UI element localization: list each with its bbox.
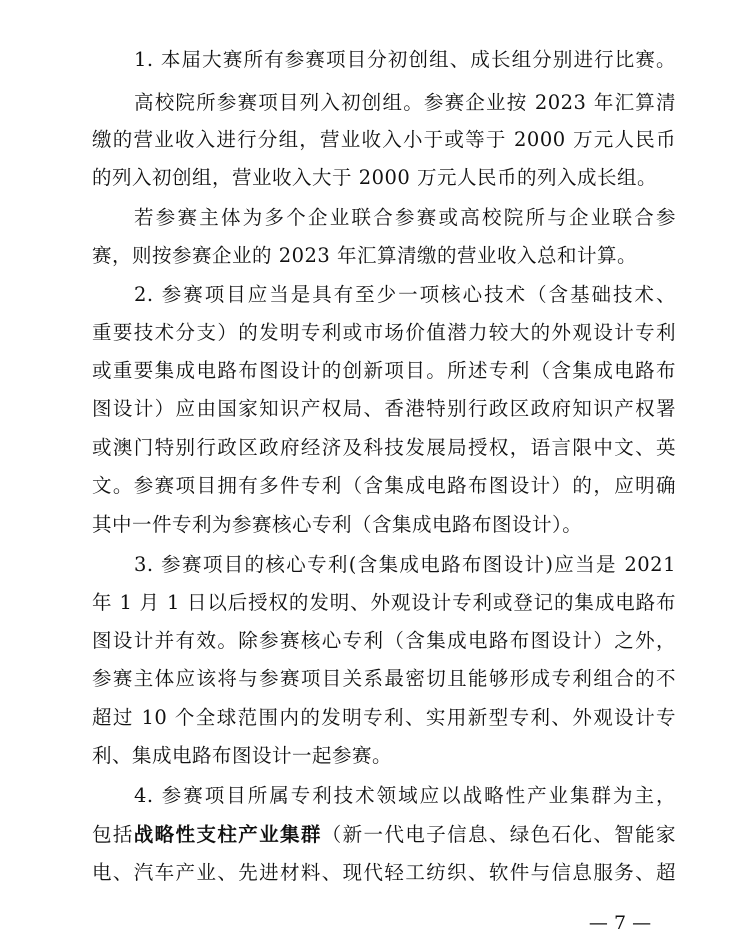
paragraph-1-line-1: 1. 本届大赛所有参赛项目分初创组、成长组分别进行比赛。: [134, 48, 676, 71]
paragraph-5-line-2: 年 1 月 1 日以后授权的发明、外观设计专利或登记的集成电路布: [92, 591, 676, 614]
paragraph-2-line-3: 的列入初创组，营业收入大于 2000 万元人民币的列入成长组。: [92, 166, 658, 189]
paragraph-6-line-2-suffix: （新一代电子信息、绿色石化、智能家: [321, 823, 676, 846]
paragraph-5-line-6: 利、集成电路布图设计一起参赛。: [92, 744, 393, 767]
paragraph-2-line-2: 缴的营业收入进行分组，营业收入小于或等于 2000 万元人民币: [92, 128, 676, 151]
paragraph-6-line-1: 4. 参赛项目所属专利技术领域应以战略性产业集群为主，: [134, 784, 676, 807]
paragraph-6-line-2-prefix: 包括: [92, 823, 134, 846]
paragraph-4-line-7: 其中一件专利为参赛核心专利（含集成电路布图设计）。: [92, 513, 583, 536]
paragraph-6-line-2: [92, 815, 676, 855]
paragraph-4-line-3: 或重要集成电路布图设计的创新项目。所述专利（含集成电路布: [92, 359, 676, 382]
paragraph-3-line-1: 若参赛主体为多个企业联合参赛或高校院所与企业联合参: [134, 206, 676, 229]
paragraph-5-line-1: 3. 参赛项目的核心专利(含集成电路布图设计)应当是 2021: [134, 553, 676, 576]
paragraph-5-line-4: 参赛主体应该将与参赛项目关系最密切且能够形成专利组合的不: [92, 667, 676, 690]
paragraph-6-line-3: 电、汽车产业、先进材料、现代轻工纺织、软件与信息服务、超: [92, 861, 676, 884]
paragraph-5-line-3: 图设计并有效。除参赛核心专利（含集成电路布图设计）之外，: [92, 629, 676, 652]
paragraph-3-line-2: 赛，则按参赛企业的 2023 年汇算清缴的营业收入总和计算。: [92, 244, 638, 267]
paragraph-4-line-6: 文。参赛项目拥有多件专利（含集成电路布图设计）的，应明确: [92, 474, 676, 497]
page-number: — 7 —: [588, 912, 652, 934]
paragraph-4-line-5: 或澳门特别行政区政府经济及科技发展局授权，语言限中文、英: [92, 436, 676, 459]
paragraph-4-line-1: 2. 参赛项目应当是具有至少一项核心技术（含基础技术、: [134, 283, 676, 306]
paragraph-5-line-5: 超过 10 个全球范围内的发明专利、实用新型专利、外观设计专: [92, 706, 676, 729]
paragraph-4-line-4: 图设计）应由国家知识产权局、香港特别行政区政府知识产权署: [92, 397, 676, 420]
paragraph-4-line-2: 重要技术分支）的发明专利或市场价值潜力较大的外观设计专利: [92, 321, 676, 344]
paragraph-2-line-1: 高校院所参赛项目列入初创组。参赛企业按 2023 年汇算清: [134, 91, 676, 114]
strategic-pillar-industry-cluster-term: 战略性支柱产业集群: [133, 823, 322, 846]
